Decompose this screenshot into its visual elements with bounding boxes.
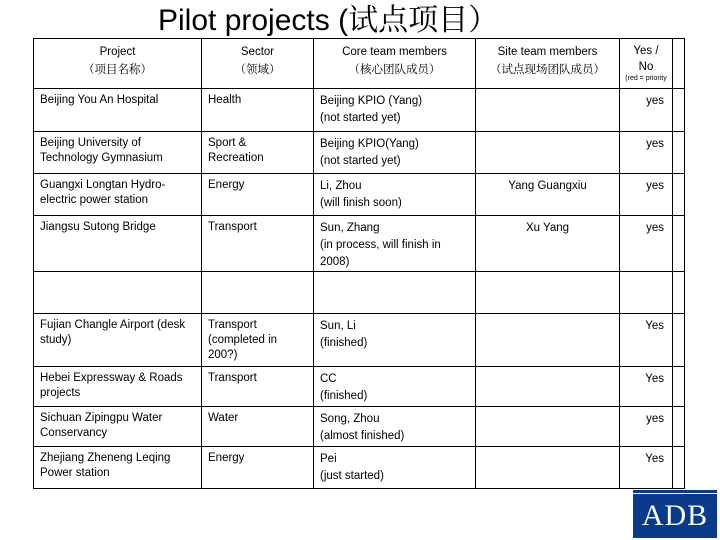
project-cell-line: Zhejiang Zheneng Leqing [40,452,171,464]
table-row [34,174,685,216]
sector-cell [202,314,314,367]
sector-cell-line: Transport [208,319,257,331]
sector-cell [202,132,314,174]
table-row [34,314,685,367]
project-cell [34,132,202,174]
yes-no-cell: yes [620,216,673,272]
core-team-cell [314,216,476,272]
core-team-cell-line: 2008) [320,256,350,268]
table-row [34,89,685,132]
header-row [34,39,685,89]
header-yes: Yes / [633,45,659,57]
sector-cell-line: Recreation [208,152,264,164]
yes-no-cell [620,272,673,314]
spacer-cell [673,314,685,367]
table-row [34,216,685,272]
spacer-cell [673,89,685,132]
project-cell [34,89,202,132]
core-team-cell-line: (will finish soon) [320,197,402,209]
sector-cell-line: Energy [208,452,245,464]
sector-cell-line: 200?) [208,349,238,361]
yes-no-cell: yes [620,89,673,132]
table-row [34,447,685,489]
project-cell-line: Power station [40,467,110,479]
table-row [34,407,685,447]
project-cell-line: Beijing You An Hospital [40,94,159,106]
table-row [34,272,685,314]
header-sector-en: Sector [240,46,275,58]
core-team-cell-line: Beijing KPIO (Yang) [320,95,423,107]
adb-logo: ADB [633,494,717,538]
spacer-cell [673,39,685,89]
core-team-cell-line: Li, Zhou [320,180,362,192]
header-yes-no [620,39,673,89]
header-project-cn: （项目名称） [83,64,152,76]
header-site-en: Site team members [497,46,598,58]
core-team-cell-line: Sun, Zhang [320,222,380,234]
site-team-cell [476,272,620,314]
project-cell-line: Sichuan Zipingpu Water [40,412,163,424]
header-sector [202,39,314,89]
header-core-cn: （核心团队成员） [348,64,441,76]
spacer-cell [673,367,685,407]
pilot-projects-table [33,38,685,489]
yes-no-cell: Yes [620,447,673,489]
header-priority-note: (red = priority [625,75,667,82]
sector-cell [202,216,314,272]
site-team-cell: Xu Yang [476,216,620,272]
site-team-cell [476,89,620,132]
yes-no-cell: yes [620,132,673,174]
project-cell-line: Jiangsu Sutong Bridge [40,221,156,233]
project-cell [34,367,202,407]
table-row [34,132,685,174]
site-team-cell [476,407,620,447]
yes-no-cell: yes [620,174,673,216]
sector-cell [202,89,314,132]
table-row [34,367,685,407]
logo-bar [633,490,717,493]
spacer-cell [673,132,685,174]
core-team-cell [314,174,476,216]
spacer-cell [673,216,685,272]
spacer-cell [673,272,685,314]
site-team-cell [476,447,620,489]
core-team-cell [314,272,476,314]
sector-cell [202,272,314,314]
sector-cell-line: Transport [208,221,257,233]
yes-no-cell: Yes [620,367,673,407]
header-site-cn: （试点现场团队成员） [490,64,605,76]
project-cell [34,314,202,367]
project-cell-line: Fujian Changle Airport (desk [40,319,186,331]
project-cell-line: Guangxi Longtan Hydro- [40,179,166,191]
core-team-cell [314,367,476,407]
core-team-cell-line: Beijing KPIO(Yang) [320,138,419,150]
project-cell-line: Hebei Expressway & Roads [40,372,183,384]
header-core-team [314,39,476,89]
sector-cell [202,367,314,407]
project-cell [34,447,202,489]
page-title: Pilot projects (试点项目） [158,4,499,37]
core-team-cell-line: (not started yet) [320,155,401,167]
project-cell-line: Conservancy [40,427,108,439]
core-team-cell [314,447,476,489]
site-team-cell [476,367,620,407]
project-cell [34,216,202,272]
header-core-en: Core team members [342,46,447,58]
core-team-cell-line: CC [320,373,337,385]
core-team-cell-line: (just started) [320,470,384,482]
project-cell-line: Beijing University of [40,137,141,149]
sector-cell [202,407,314,447]
core-team-cell-line: (finished) [320,337,368,349]
sector-cell-line: (completed in [208,334,278,346]
yes-no-cell: yes [620,407,673,447]
header-project-en: Project [99,46,136,58]
header-project [34,39,202,89]
sector-cell-line: Energy [208,179,245,191]
project-cell [34,407,202,447]
yes-no-cell: Yes [620,314,673,367]
header-no: No [638,61,654,73]
project-cell-line: projects [40,387,81,399]
core-team-cell-line: (almost finished) [320,430,405,442]
sector-cell-line: Transport [208,372,257,384]
core-team-cell [314,132,476,174]
core-team-cell-line: (finished) [320,390,368,402]
sector-cell [202,447,314,489]
core-team-cell [314,314,476,367]
site-team-cell [476,132,620,174]
project-cell-line: Technology Gymnasium [40,152,163,164]
spacer-cell [673,447,685,489]
project-cell-line: electric power station [40,194,149,206]
spacer-cell [673,407,685,447]
core-team-cell-line: Song, Zhou [320,413,380,425]
project-cell [34,174,202,216]
project-cell-line: study) [40,334,72,346]
project-cell [34,272,202,314]
core-team-cell-line: (in process, will finish in [320,239,441,251]
header-site-team [476,39,620,89]
sector-cell-line: Water [208,412,239,424]
core-team-cell-line: Pei [320,453,337,465]
sector-cell-line: Health [208,94,242,106]
core-team-cell [314,407,476,447]
site-team-cell [476,314,620,367]
core-team-cell-line: Sun, Li [320,320,356,332]
sector-cell-line: Sport & [208,137,247,149]
core-team-cell [314,89,476,132]
sector-cell [202,174,314,216]
spacer-cell [673,174,685,216]
header-sector-cn: （领域） [234,64,281,76]
site-team-cell: Yang Guangxiu [476,174,620,216]
core-team-cell-line: (not started yet) [320,112,401,124]
